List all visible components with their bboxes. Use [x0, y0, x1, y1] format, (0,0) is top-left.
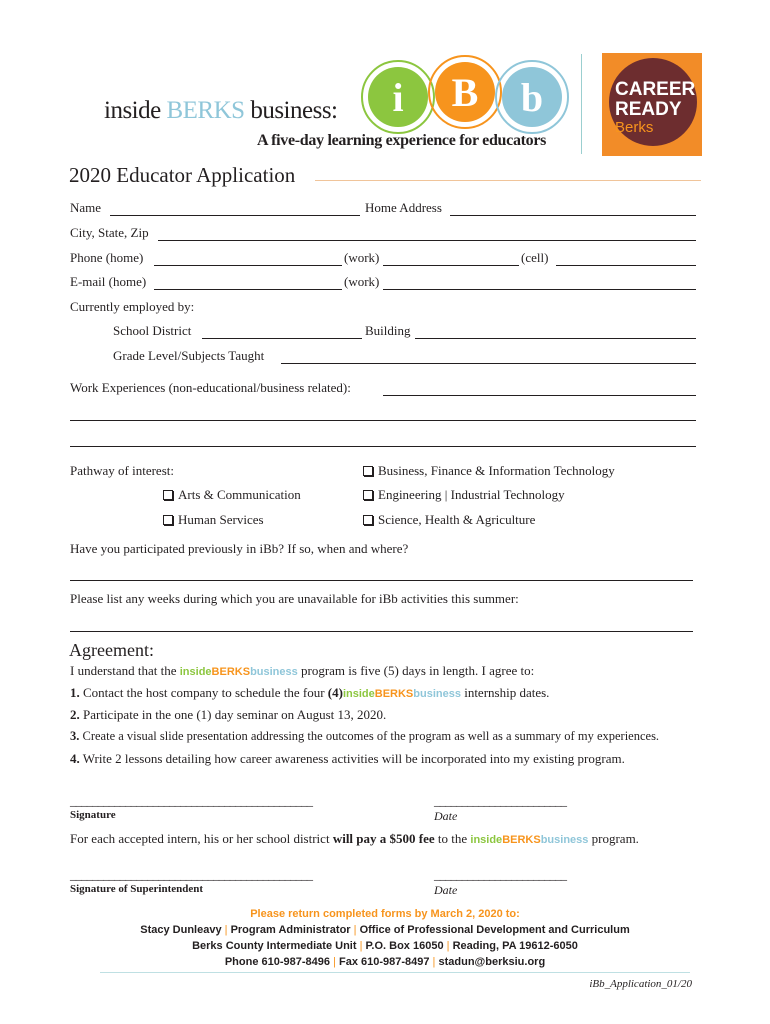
agreement-item-1: [70, 685, 549, 701]
agreement-item-3: [70, 729, 659, 744]
phone-home-label: Phone (home): [70, 250, 144, 265]
phone-work-label: (work): [344, 250, 380, 265]
agreement-intro-post: program is five (5) days in length. I agree to:: [297, 663, 535, 678]
pathway-option-label: Science, Health & Agriculture: [378, 512, 536, 527]
ibb-inside: inside: [179, 666, 212, 678]
agreement-item-2: [70, 707, 386, 723]
work-experiences-field-3[interactable]: [70, 446, 696, 447]
home-address-field[interactable]: [450, 215, 696, 216]
unavailable-weeks-label: Please list any weeks during which you are unavailable for iBb activities this summer:: [70, 591, 519, 606]
item-number: 2.: [70, 707, 80, 722]
name-field[interactable]: [110, 215, 360, 216]
date-field-2[interactable]: ________________________: [434, 867, 566, 882]
agreement-intro: [70, 663, 534, 679]
ibb-business: business: [540, 834, 589, 846]
ibb-wordmark: [180, 666, 298, 678]
email-home-field[interactable]: [154, 289, 342, 290]
checkbox-icon: [363, 490, 373, 500]
item-text: Write 2 lessons detailing how career awareness activities will be incorporated into my existing program.: [79, 751, 625, 766]
separator: |: [356, 940, 366, 952]
superintendent-label: Signature of Superintendent: [70, 883, 204, 895]
footer-rule: [100, 972, 690, 973]
email-work-field[interactable]: [383, 289, 696, 290]
phone-cell-field[interactable]: [556, 265, 696, 266]
grade-level-field[interactable]: [281, 363, 696, 364]
contact-city: Reading, PA 19612-6050: [452, 940, 578, 952]
city-state-zip-field[interactable]: [158, 240, 696, 241]
home-address-label: Home Address: [365, 200, 442, 215]
document-id: iBb_Application_01/20: [589, 978, 692, 990]
phone-home-field[interactable]: [154, 265, 342, 266]
contact-line-2: [0, 940, 770, 952]
contact-role: Program Administrator: [230, 924, 351, 936]
pathway-option-label: Human Services: [178, 512, 264, 527]
pathway-option-business[interactable]: [363, 463, 615, 479]
item-bold: (4): [327, 685, 343, 700]
contact-line-3: [0, 956, 770, 968]
signature-field[interactable]: ____________________________________________: [70, 793, 312, 808]
separator: |: [429, 956, 439, 968]
item-text: Contact the host company to schedule the four: [79, 685, 328, 700]
ibb-inside: inside: [470, 834, 503, 846]
logo-text-berks: Berks: [615, 119, 654, 136]
fee-text: program.: [588, 831, 639, 846]
contact-po-box: P.O. Box 16050: [365, 940, 444, 952]
separator: |: [350, 924, 360, 936]
pathway-option-label: Engineering | Industrial Technology: [378, 487, 565, 502]
fee-statement: [70, 831, 639, 847]
phone-work-field[interactable]: [383, 265, 519, 266]
fee-text: For each accepted intern, his or her school district: [70, 831, 333, 846]
name-label: Name: [70, 200, 102, 215]
contact-name: Stacy Dunleavy: [140, 924, 222, 936]
ibb-berks: BERKS: [374, 688, 414, 700]
contact-email[interactable]: stadun@berksiu.org: [438, 956, 546, 968]
work-experiences-field-1[interactable]: [383, 395, 696, 396]
ibb-berks: BERKS: [211, 666, 251, 678]
form-title: 2020 Educator Application: [69, 163, 296, 187]
logo-circle-i: i: [368, 67, 428, 127]
pathway-option-label: Arts & Communication: [178, 487, 301, 502]
date-label-2: Date: [434, 883, 458, 897]
city-state-zip-label: City, State, Zip: [70, 225, 149, 240]
separator: |: [443, 940, 453, 952]
title-rule: [315, 180, 701, 181]
fee-amount: will pay a $500 fee: [332, 831, 435, 846]
pathway-option-science[interactable]: [363, 512, 535, 528]
separator: |: [221, 924, 231, 936]
ibb-business: business: [413, 688, 461, 700]
contact-organization: Berks County Intermediate Unit: [192, 940, 357, 952]
brand-inside: inside: [104, 97, 161, 124]
unavailable-weeks-field[interactable]: [70, 631, 693, 632]
pathway-option-human-services[interactable]: [163, 512, 264, 528]
pathway-option-engineering[interactable]: [363, 487, 565, 503]
checkbox-icon: [363, 466, 373, 476]
return-instructions: Please return completed forms by March 2, 2020 to:: [250, 908, 520, 920]
previous-participation-label: Have you participated previously in iBb? If so, when and where?: [70, 541, 409, 556]
ibb-wordmark: [343, 688, 461, 700]
ibb-wordmark: [470, 834, 588, 846]
header-divider: [581, 54, 582, 154]
item-number: 1.: [70, 685, 80, 700]
ibb-business: business: [250, 666, 298, 678]
previous-participation-field[interactable]: [70, 580, 693, 581]
pathway-label: Pathway of interest:: [70, 463, 174, 478]
email-home-label: E-mail (home): [70, 274, 147, 289]
contact-line-1: [0, 924, 770, 936]
item-text: Create a visual slide presentation addressing the outcomes of the program as well as a summary of my experiences.: [79, 729, 660, 743]
agreement-heading: Agreement:: [69, 640, 154, 660]
checkbox-icon: [163, 490, 173, 500]
pathway-option-arts[interactable]: [163, 487, 301, 503]
ibb-berks: BERKS: [502, 834, 541, 846]
contact-phone: Phone 610-987-8496: [224, 956, 330, 968]
logo-circle-b-lower: b: [502, 67, 562, 127]
fee-text: to the: [434, 831, 471, 846]
brand-business: business:: [250, 97, 338, 124]
contact-office: Office of Professional Development and Curriculum: [359, 924, 630, 936]
email-work-label: (work): [344, 274, 380, 289]
item-number: 3.: [70, 729, 80, 743]
logo-text-career: CAREER: [615, 79, 696, 100]
logo-text-ready: READY: [615, 99, 682, 120]
brand-wordmark: [104, 97, 338, 125]
item-text: internship dates.: [460, 685, 550, 700]
superintendent-signature-field[interactable]: ____________________________________________: [70, 867, 312, 882]
brand-berks: BERKS: [166, 97, 245, 124]
checkbox-icon: [363, 515, 373, 525]
logo-circle-b-upper: B: [435, 62, 495, 122]
work-experiences-field-2[interactable]: [70, 420, 696, 421]
item-text: Participate in the one (1) day seminar on August 13, 2020.: [79, 707, 387, 722]
agreement-intro-pre: I understand that the: [70, 663, 180, 678]
date-field[interactable]: ________________________: [434, 793, 566, 808]
contact-fax: Fax 610-987-8497: [338, 956, 430, 968]
work-experiences-label: Work Experiences (non-educational/business related):: [70, 380, 351, 395]
tagline: A five-day learning experience for educators: [257, 132, 547, 149]
employed-by-label: Currently employed by:: [70, 299, 195, 314]
phone-cell-label: (cell): [521, 250, 549, 265]
pathway-option-label: Business, Finance & Information Technology: [378, 463, 615, 478]
date-label: Date: [434, 809, 458, 823]
ibb-inside: inside: [342, 688, 375, 700]
item-number: 4.: [70, 751, 80, 766]
school-district-label: School District: [113, 323, 192, 338]
checkbox-icon: [163, 515, 173, 525]
signature-label: Signature: [70, 809, 116, 821]
building-label: Building: [365, 323, 411, 338]
agreement-item-4: [70, 751, 625, 767]
grade-level-label: Grade Level/Subjects Taught: [113, 348, 265, 363]
school-district-field[interactable]: [202, 338, 362, 339]
building-field[interactable]: [415, 338, 696, 339]
separator: |: [330, 956, 339, 968]
